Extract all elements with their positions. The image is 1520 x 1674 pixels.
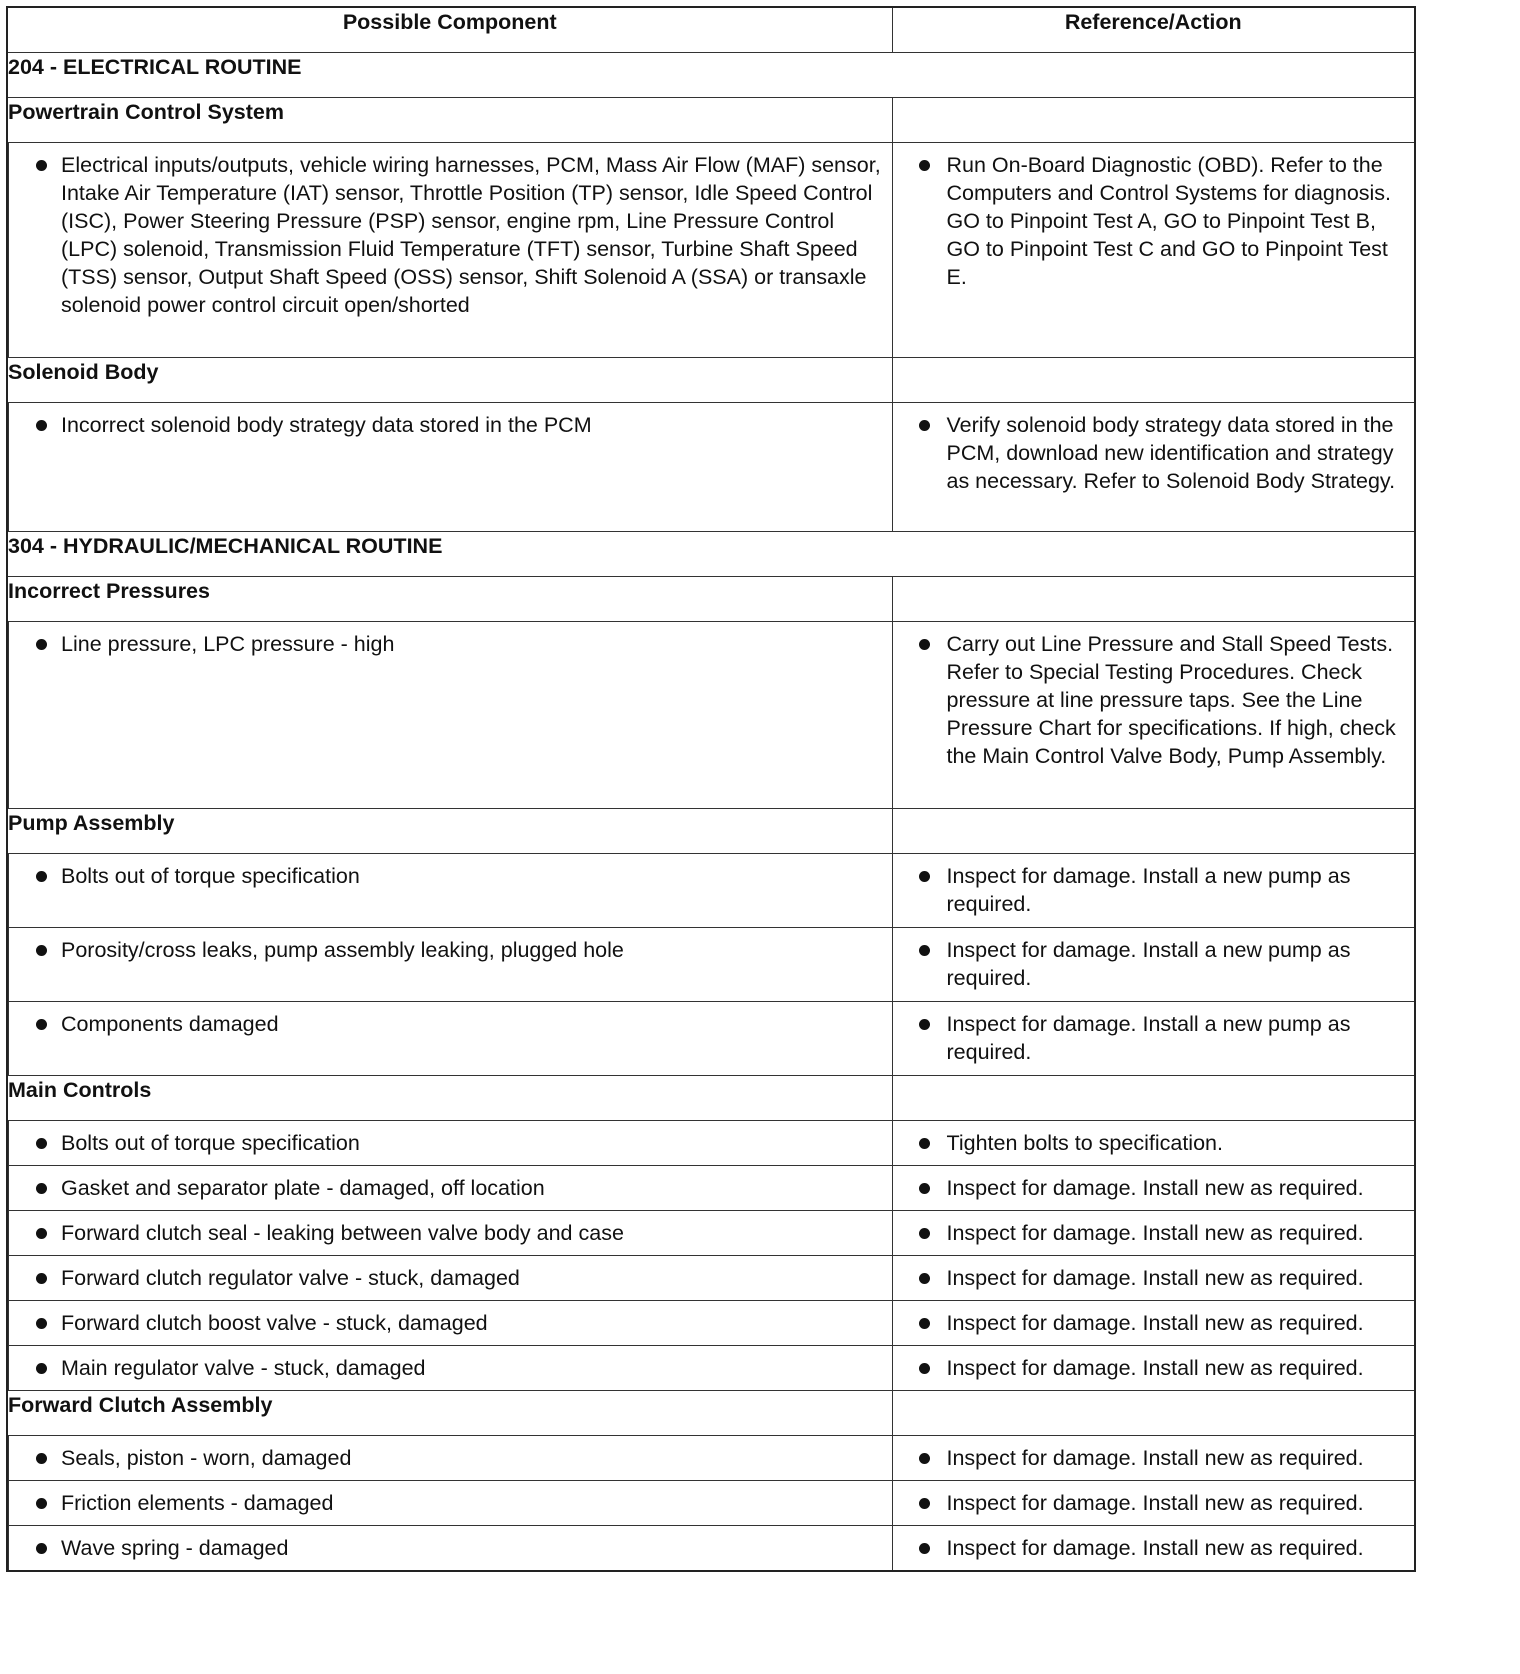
component-cell: [7, 928, 892, 1002]
component-text: Components damaged: [61, 1012, 279, 1036]
group-row: [7, 1391, 1415, 1436]
column-header-component: Possible Component: [7, 7, 892, 53]
component-text: Line pressure, LPC pressure - high: [61, 632, 395, 656]
action-item: [893, 1121, 1415, 1165]
component-item: [8, 1256, 892, 1300]
action-item: [893, 1256, 1415, 1300]
component-item: [8, 1436, 892, 1480]
bullet-icon: [919, 1453, 930, 1464]
action-item: [893, 143, 1415, 299]
bullet-icon: [36, 1363, 47, 1374]
action-text: Inspect for damage. Install a new pump as required.: [946, 1012, 1351, 1064]
bullet-icon: [36, 1543, 47, 1554]
component-cell: [7, 1301, 892, 1346]
component-cell: [7, 1436, 892, 1481]
bullet-icon: [36, 420, 47, 431]
bullet-icon: [919, 1363, 930, 1374]
bullet-icon: [919, 1138, 930, 1149]
action-text: Run On-Board Diagnostic (OBD). Refer to the Computers and Control Systems for diagnosis. GO to Pinpoint Test A, GO to Pinpoint Test B, GO to Pinpoint Test C and GO to Pinpoint Test E.: [946, 153, 1392, 289]
group-action-empty: [892, 1391, 1415, 1436]
component-cell: [7, 1481, 892, 1526]
group-row: [7, 98, 1415, 143]
component-text: Porosity/cross leaks, pump assembly leaking, plugged hole: [61, 938, 624, 962]
component-text: Friction elements - damaged: [61, 1491, 334, 1515]
component-text: Main regulator valve - stuck, damaged: [61, 1356, 426, 1380]
action-item: [893, 1301, 1415, 1345]
header-row: [7, 7, 1415, 53]
component-item: [8, 928, 892, 1001]
action-cell: [892, 1526, 1415, 1572]
component-item: [8, 1301, 892, 1345]
action-cell: [892, 1436, 1415, 1481]
bullet-icon: [36, 1228, 47, 1239]
component-cell: [7, 1346, 892, 1391]
bullet-icon: [36, 160, 47, 171]
action-text: Inspect for damage. Install new as required.: [946, 1536, 1364, 1560]
action-cell: [892, 622, 1415, 809]
bullet-icon: [919, 1543, 930, 1554]
group-row: [7, 358, 1415, 403]
action-cell: [892, 1166, 1415, 1211]
group-action-empty: [892, 1076, 1415, 1121]
component-text: Seals, piston - worn, damaged: [61, 1446, 352, 1470]
routine-row: [7, 532, 1415, 577]
bullet-icon: [36, 1498, 47, 1509]
component-cell: [7, 1121, 892, 1166]
table-row: [7, 1301, 1415, 1346]
action-cell: [892, 143, 1415, 358]
action-text: Inspect for damage. Install new as required.: [946, 1311, 1364, 1335]
component-text: Wave spring - damaged: [61, 1536, 289, 1560]
action-cell: [892, 1346, 1415, 1391]
component-text: Bolts out of torque specification: [61, 1131, 360, 1155]
component-text: Incorrect solenoid body strategy data stored in the PCM: [61, 413, 592, 437]
bullet-icon: [919, 1273, 930, 1284]
bullet-icon: [36, 1453, 47, 1464]
group-action-empty: [892, 358, 1415, 403]
table-row: [7, 1481, 1415, 1526]
group-row: [7, 809, 1415, 854]
component-cell: [7, 1166, 892, 1211]
table-row: [7, 1166, 1415, 1211]
action-text: Inspect for damage. Install new as required.: [946, 1176, 1364, 1200]
action-text: Inspect for damage. Install new as required.: [946, 1221, 1364, 1245]
group-row: [7, 577, 1415, 622]
table-row: [7, 1121, 1415, 1166]
action-item: [893, 1346, 1415, 1390]
component-item: [8, 854, 892, 927]
table-row: [7, 403, 1415, 532]
bullet-icon: [919, 1183, 930, 1194]
bullet-icon: [919, 1318, 930, 1329]
routine-row: [7, 53, 1415, 98]
action-item: [893, 854, 1415, 926]
bullet-icon: [36, 1019, 47, 1030]
component-item: [8, 1121, 892, 1165]
bullet-icon: [919, 1498, 930, 1509]
routine-title: 204 - ELECTRICAL ROUTINE: [7, 53, 1415, 98]
component-text: Forward clutch seal - leaking between valve body and case: [61, 1221, 624, 1245]
action-item: [893, 1211, 1415, 1255]
action-item: [893, 1002, 1415, 1074]
action-text: Inspect for damage. Install new as required.: [946, 1491, 1364, 1515]
table-row: [7, 622, 1415, 809]
group-title: Incorrect Pressures: [7, 577, 892, 622]
component-text: Bolts out of torque specification: [61, 864, 360, 888]
component-cell: [7, 1256, 892, 1301]
group-row: [7, 1076, 1415, 1121]
bullet-icon: [36, 639, 47, 650]
component-cell: [7, 1002, 892, 1076]
table-row: [7, 1256, 1415, 1301]
table-row: [7, 928, 1415, 1002]
action-cell: [892, 1481, 1415, 1526]
action-text: Tighten bolts to specification.: [946, 1131, 1223, 1155]
table-row: [7, 854, 1415, 928]
component-cell: [7, 1526, 892, 1572]
component-item: [8, 1481, 892, 1525]
component-cell: [7, 622, 892, 809]
bullet-icon: [36, 945, 47, 956]
component-item: [8, 622, 892, 808]
table-row: [7, 1526, 1415, 1572]
action-text: Inspect for damage. Install a new pump as required.: [946, 938, 1351, 990]
group-title: Main Controls: [7, 1076, 892, 1121]
action-text: Inspect for damage. Install a new pump as required.: [946, 864, 1351, 916]
bullet-icon: [919, 420, 930, 431]
action-text: Inspect for damage. Install new as required.: [946, 1356, 1364, 1380]
table-body: [7, 53, 1415, 1572]
action-cell: [892, 1301, 1415, 1346]
table-row: [7, 1346, 1415, 1391]
bullet-icon: [36, 1183, 47, 1194]
bullet-icon: [919, 871, 930, 882]
table-row: [7, 1211, 1415, 1256]
action-item: [893, 403, 1415, 503]
bullet-icon: [36, 1318, 47, 1329]
action-cell: [892, 854, 1415, 928]
component-cell: [7, 143, 892, 358]
group-title: Solenoid Body: [7, 358, 892, 403]
component-cell: [7, 854, 892, 928]
component-item: [8, 1166, 892, 1210]
action-cell: [892, 403, 1415, 532]
group-title: Powertrain Control System: [7, 98, 892, 143]
component-text: Gasket and separator plate - damaged, off location: [61, 1176, 545, 1200]
component-item: [8, 1002, 892, 1075]
action-item: [893, 928, 1415, 1000]
bullet-icon: [36, 1273, 47, 1284]
bullet-icon: [919, 1228, 930, 1239]
group-action-empty: [892, 577, 1415, 622]
table-row: [7, 1436, 1415, 1481]
component-item: [8, 143, 892, 357]
action-text: Inspect for damage. Install new as required.: [946, 1446, 1364, 1470]
group-title: Pump Assembly: [7, 809, 892, 854]
component-text: Forward clutch regulator valve - stuck, damaged: [61, 1266, 520, 1290]
action-item: [893, 622, 1415, 778]
table-row: [7, 143, 1415, 358]
group-title: Forward Clutch Assembly: [7, 1391, 892, 1436]
component-item: [8, 403, 892, 531]
action-item: [893, 1166, 1415, 1210]
action-cell: [892, 1121, 1415, 1166]
group-action-empty: [892, 809, 1415, 854]
action-cell: [892, 1256, 1415, 1301]
action-text: Inspect for damage. Install new as required.: [946, 1266, 1364, 1290]
bullet-icon: [919, 945, 930, 956]
diagnostic-table: [6, 6, 1416, 1572]
action-cell: [892, 928, 1415, 1002]
action-cell: [892, 1211, 1415, 1256]
action-item: [893, 1481, 1415, 1525]
column-header-action: Reference/Action: [892, 7, 1415, 53]
table-row: [7, 1002, 1415, 1076]
group-action-empty: [892, 98, 1415, 143]
bullet-icon: [36, 871, 47, 882]
component-text: Electrical inputs/outputs, vehicle wiring harnesses, PCM, Mass Air Flow (MAF) sensor, Intake Air Temperature (IAT) sensor, Throttle Position (TP) sensor, Idle Speed Control (ISC), Power Steering Pressure (PSP) sensor, engine rpm, Line Pressure Control (LPC) solenoid, Transmission Fluid Temperature (TFT) sensor, Turbine Shaft Speed (TSS) sensor, Output Shaft Speed (OSS) sensor, Shift Solenoid A (SSA) or transaxle solenoid power control circuit open/shorted: [61, 153, 881, 317]
component-item: [8, 1211, 892, 1255]
bullet-icon: [919, 1019, 930, 1030]
bullet-icon: [919, 160, 930, 171]
component-cell: [7, 403, 892, 532]
action-item: [893, 1436, 1415, 1480]
component-item: [8, 1526, 892, 1570]
action-cell: [892, 1002, 1415, 1076]
component-item: [8, 1346, 892, 1390]
routine-title: 304 - HYDRAULIC/MECHANICAL ROUTINE: [7, 532, 1415, 577]
bullet-icon: [919, 639, 930, 650]
component-text: Forward clutch boost valve - stuck, damaged: [61, 1311, 488, 1335]
action-item: [893, 1526, 1415, 1570]
action-text: Verify solenoid body strategy data stored in the PCM, download new identification and strategy as necessary. Refer to Solenoid Body Strategy.: [946, 413, 1396, 493]
action-text: Carry out Line Pressure and Stall Speed Tests. Refer to Special Testing Procedures. Check pressure at line pressure taps. See the Line Pressure Chart for specifications. If high, check the Main Control Valve Body, Pump Assembly.: [946, 632, 1396, 768]
bullet-icon: [36, 1138, 47, 1149]
component-cell: [7, 1211, 892, 1256]
